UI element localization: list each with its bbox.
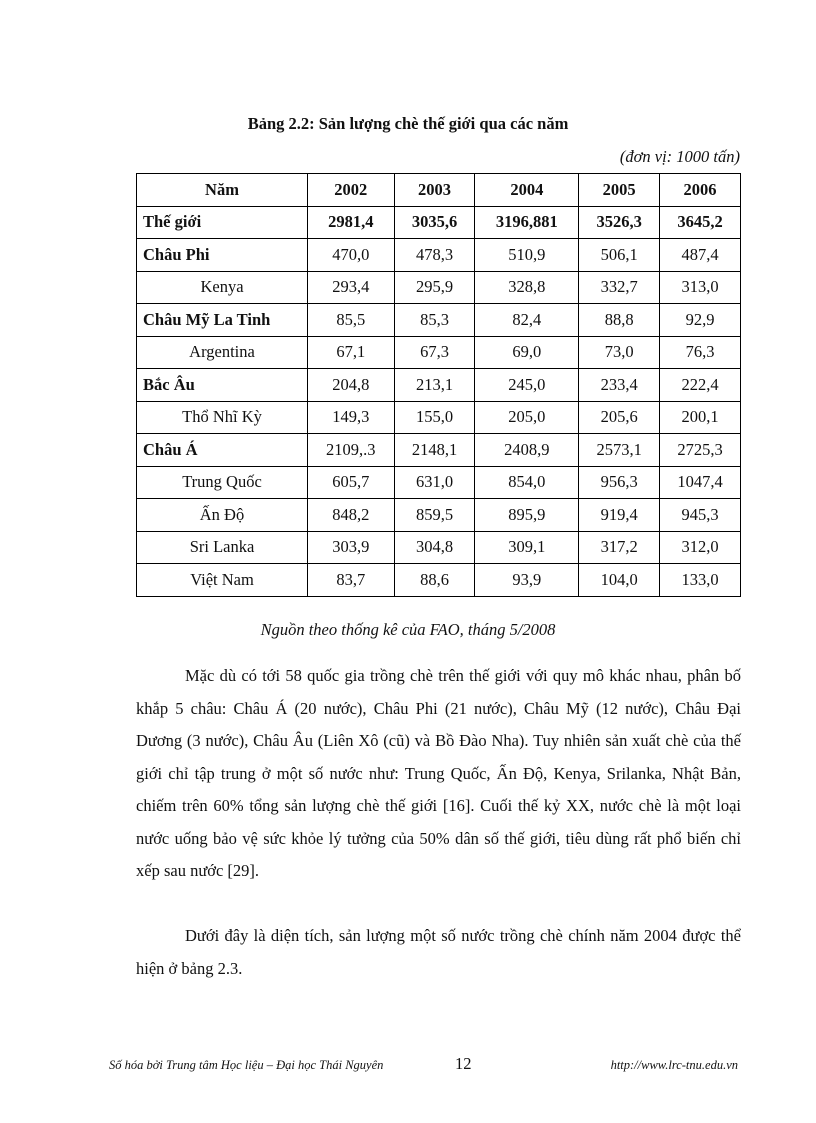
production-table [136,173,741,597]
table-cell: 859,5 [394,499,475,532]
body-paragraph: Dưới đây là diện tích, sản lượng một số nước trồng chè chính năm 2004 được thể hiện ở bảng 2.3. [136,926,741,978]
table-cell: 293,4 [308,271,395,304]
footer-credit: Số hóa bởi Trung tâm Học liệu – Đại học Thái Nguyên [109,1058,384,1072]
header-2002: 2002 [308,174,395,207]
table-cell: 3645,2 [660,206,741,239]
table-source: Nguồn theo thống kê của FAO, tháng 5/2008 [260,620,556,639]
row-label: Argentina [137,336,308,369]
header-2004: 2004 [475,174,579,207]
page-number: 12 [455,1054,472,1073]
table-cell: 85,3 [394,304,475,337]
table-cell: 956,3 [579,466,660,499]
table-cell: 2408,9 [475,434,579,467]
table-cell: 312,0 [660,531,741,564]
table-cell: 88,6 [394,564,475,597]
table-cell: 222,4 [660,369,741,402]
table-cell: 317,2 [579,531,660,564]
body-paragraph: Mặc dù có tới 58 quốc gia trồng chè trên thế giới với quy mô khác nhau, phân bố khắp 5 châu: Châu Á (20 nước), Châu Phi (21 nước), Châu Mỹ (12 nước), Châu Đại Dương (3 nước), Châu Âu (Liên Xô (cũ) và Bồ Đào Nha). Tuy nhiên sản xuất chè của thế giới chỉ tập trung ở một số nước như: Trung Quốc, Ấn Độ, Kenya, Srilanka, Nhật Bản, chiếm trên 60% tổng sản lượng chè thế giới [16]. Cuối thế kỷ XX, nước chè là một loại nước uống bảo vệ sức khỏe lý tưởng của 50% dân số thế giới, tiêu dùng rất phổ biến chỉ xếp sau nước [29]. [136,666,741,880]
table-cell: 848,2 [308,499,395,532]
table-cell: 155,0 [394,401,475,434]
table-row [137,271,741,304]
row-label: Trung Quốc [137,466,308,499]
table-title: Bảng 2.2: Sản lượng chè thế giới qua các năm [247,114,569,133]
table-cell: 82,4 [475,304,579,337]
table-header-row [137,174,741,207]
table-cell: 313,0 [660,271,741,304]
header-2003: 2003 [394,174,475,207]
table-cell: 332,7 [579,271,660,304]
table-cell: 506,1 [579,239,660,272]
table-cell: 213,1 [394,369,475,402]
table-cell: 93,9 [475,564,579,597]
table-cell: 76,3 [660,336,741,369]
table-row [137,239,741,272]
footer-url: http://www.lrc-tnu.edu.vn [610,1058,738,1072]
table-row [137,499,741,532]
table-cell: 205,0 [475,401,579,434]
table-cell: 2573,1 [579,434,660,467]
table-cell: 88,8 [579,304,660,337]
table-cell: 919,4 [579,499,660,532]
table-cell: 2148,1 [394,434,475,467]
table-cell: 205,6 [579,401,660,434]
table-cell: 605,7 [308,466,395,499]
table-row [137,401,741,434]
row-label: Châu Mỹ La Tinh [137,304,308,337]
table-cell: 233,4 [579,369,660,402]
table-cell: 204,8 [308,369,395,402]
row-label: Thổ Nhĩ Kỳ [137,401,308,434]
table-cell: 3196,881 [475,206,579,239]
table-cell: 303,9 [308,531,395,564]
table-cell: 2725,3 [660,434,741,467]
table-cell: 470,0 [308,239,395,272]
table-row [137,531,741,564]
table-cell: 67,1 [308,336,395,369]
table-row [137,564,741,597]
row-label: Sri Lanka [137,531,308,564]
table-cell: 73,0 [579,336,660,369]
table-cell: 487,4 [660,239,741,272]
table-cell: 510,9 [475,239,579,272]
table-cell: 631,0 [394,466,475,499]
table-cell: 2109,.3 [308,434,395,467]
table-cell: 92,9 [660,304,741,337]
row-label: Châu Phi [137,239,308,272]
table-cell: 149,3 [308,401,395,434]
row-label: Việt Nam [137,564,308,597]
table-row [137,206,741,239]
table-cell: 85,5 [308,304,395,337]
header-year: Năm [137,174,308,207]
table-cell: 83,7 [308,564,395,597]
table-cell: 3035,6 [394,206,475,239]
header-2005: 2005 [579,174,660,207]
table-cell: 69,0 [475,336,579,369]
table-cell: 133,0 [660,564,741,597]
table-cell: 1047,4 [660,466,741,499]
table-cell: 478,3 [394,239,475,272]
row-label: Bắc Âu [137,369,308,402]
row-label: Kenya [137,271,308,304]
unit-note: (đơn vị: 1000 tấn) [619,147,740,166]
table-cell: 67,3 [394,336,475,369]
table-row [137,466,741,499]
table-cell: 104,0 [579,564,660,597]
header-2006: 2006 [660,174,741,207]
table-row [137,304,741,337]
row-label: Thế giới [137,206,308,239]
table-row [137,336,741,369]
table-cell: 245,0 [475,369,579,402]
row-label: Châu Á [137,434,308,467]
table-cell: 2981,4 [308,206,395,239]
table-cell: 895,9 [475,499,579,532]
table-row [137,369,741,402]
table-cell: 309,1 [475,531,579,564]
table-cell: 328,8 [475,271,579,304]
table-cell: 295,9 [394,271,475,304]
table-row [137,434,741,467]
table-cell: 200,1 [660,401,741,434]
row-label: Ấn Độ [137,499,308,532]
table-cell: 945,3 [660,499,741,532]
table-cell: 3526,3 [579,206,660,239]
table-cell: 304,8 [394,531,475,564]
table-cell: 854,0 [475,466,579,499]
